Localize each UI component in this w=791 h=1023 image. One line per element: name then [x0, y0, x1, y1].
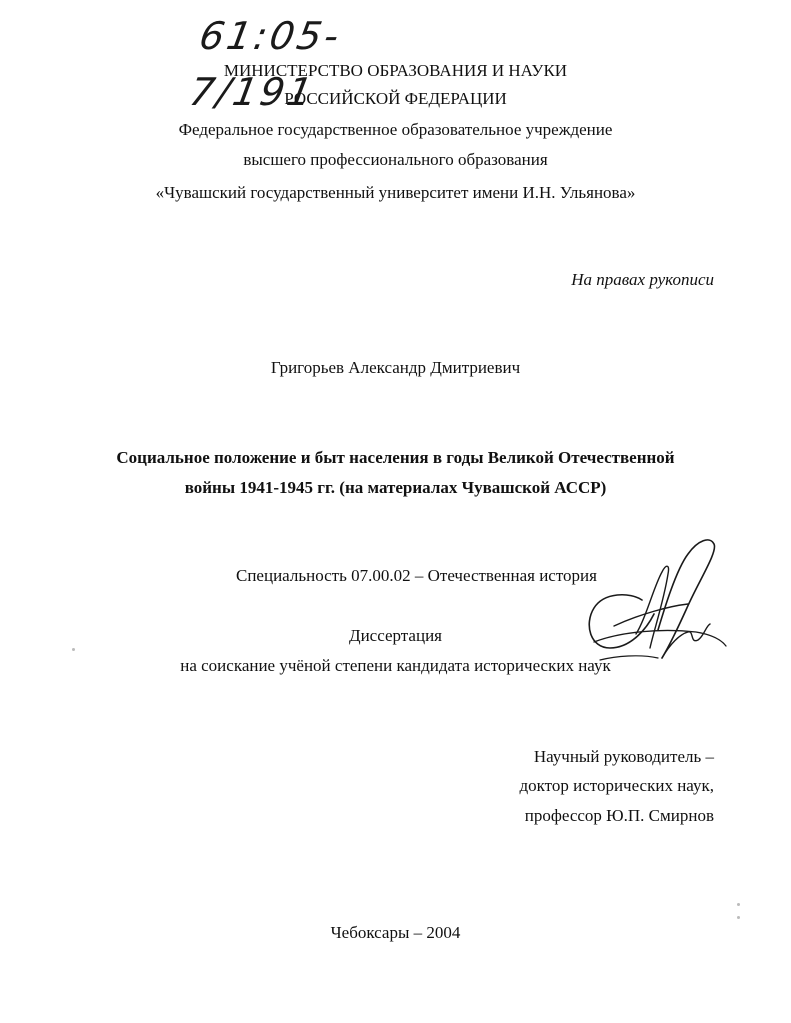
- university-name: «Чувашский государственный университет имени И.Н. Ульянова»: [155, 183, 636, 202]
- dissertation-title-line-1: Социальное положение и быт населения в годы Великой Отечественной: [116, 448, 675, 467]
- scan-speck: [737, 903, 740, 906]
- ministry-line-2: РОССИЙСКОЙ ФЕДЕРАЦИИ: [284, 89, 507, 108]
- author-name: Григорьев Александр Дмитриевич: [270, 358, 521, 377]
- dissertation-title-line-2: войны 1941-1945 гг. (на материалах Чувашской АССР): [184, 478, 607, 497]
- signature-icon: [570, 530, 730, 690]
- specialty: Специальность 07.00.02 – Отечественная история: [236, 566, 597, 585]
- degree-line: на соискание учёной степени кандидата исторических наук: [180, 656, 611, 675]
- advisor-line-1: Научный руководитель –: [533, 747, 714, 766]
- work-type: Диссертация: [348, 626, 442, 645]
- rights-note: На правах рукописи: [571, 270, 714, 289]
- advisor-line-3: профессор Ю.П. Смирнов: [524, 806, 714, 825]
- scan-speck: [737, 916, 740, 919]
- handwritten-archive-number: 61:05-7/191: [186, 14, 346, 114]
- institution-line-1: Федеральное государственное образовательное учреждение: [178, 120, 613, 139]
- institution-line-2: высшего профессионального образования: [243, 150, 548, 169]
- city-year: Чебоксары – 2004: [330, 923, 461, 942]
- scan-speck: [72, 648, 75, 651]
- advisor-line-2: доктор исторических наук,: [519, 776, 714, 795]
- ministry-line-1: МИНИСТЕРСТВО ОБРАЗОВАНИЯ И НАУКИ: [223, 61, 568, 80]
